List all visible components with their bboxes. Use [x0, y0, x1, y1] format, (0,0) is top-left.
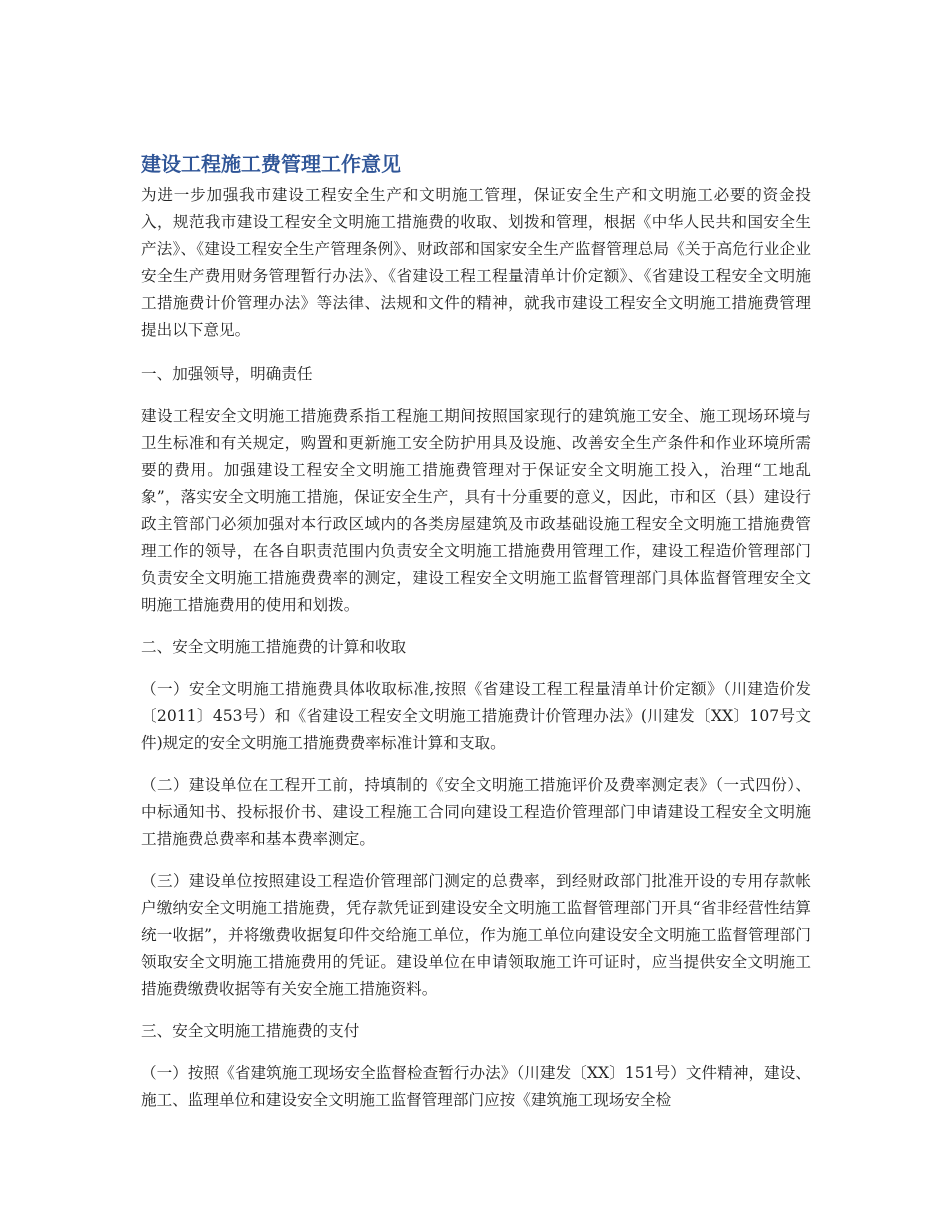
document-page — [141, 150, 811, 1129]
section-3-paragraph-1: （一）按照《省建筑施工现场安全监督检查暂行办法》（川建发〔XX〕151号）文件精神，建设、施工、监理单位和建设安全文明施工监督管理部门应按《建筑施工现场安全检 — [141, 1064, 811, 1109]
section-2-paragraph-3: （三）建设单位按照建设工程造价管理部门测定的总费率，到经财政部门批准开设的专用存款帐户缴纳安全文明施工措施费，凭存款凭证到建设安全文明施工监督管理部门开具“省非经营性结算统一收据”，并将缴费收据复印件交给施工单位，作为施工单位向建设安全文明施工监督管理部门领取安全文明施工措施费用的凭证。建设单位在申请领取施工许可证时，应当提供安全文明施工措施费缴费收据等有关安全施工措施资料。 — [141, 872, 811, 998]
section-2-heading: 二、安全文明施工措施费的计算和收取 — [141, 638, 407, 656]
document-title: 建设工程施工费管理工作意见 — [141, 152, 401, 176]
section-2-paragraph-1: （一）安全文明施工措施费具体收取标准,按照《省建设工程工程量清单计价定额》（川建造价发〔2011〕453号）和《省建设工程安全文明施工措施费计价管理办法》(川建发〔XX〕107号文件)规定的安全文明施工措施费费率标准计算和支取。 — [141, 680, 811, 752]
intro-paragraph: 为进一步加强我市建设工程安全生产和文明施工管理，保证安全生产和文明施工必要的资金投入，规范我市建设工程安全文明施工措施费的收取、划拨和管理，根据《中华人民共和国安全生产法》、《建设工程安全生产管理条例》、财政部和国家安全生产监督管理总局《关于高危行业企业安全生产费用财务管理暂行办法》、《省建设工程工程量清单计价定额》、《省建设工程安全文明施工措施费计价管理办法》等法律、法规和文件的精神，就我市建设工程安全文明施工措施费管理提出以下意见。 — [141, 186, 811, 339]
section-1-paragraph-1: 建设工程安全文明施工措施费系指工程施工期间按照国家现行的建筑施工安全、施工现场环境与卫生标准和有关规定，购置和更新施工安全防护用具及设施、改善安全生产条件和作业环境所需要的费用。加强建设工程安全文明施工措施费管理对于保证安全文明施工投入，治理“工地乱象”，落实安全文明施工措施，保证安全生产，具有十分重要的意义，因此，市和区（县）建设行政主管部门必须加强对本行政区域内的各类房屋建筑及市政基础设施工程安全文明施工措施费管理工作的领导，在各自职责范围内负责安全文明施工措施费用管理工作，建设工程造价管理部门负责安全文明施工措施费费率的测定，建设工程安全文明施工监督管理部门具体监督管理安全文明施工措施费用的使用和划拨。 — [141, 407, 811, 614]
section-3-heading: 三、安全文明施工措施费的支付 — [141, 1022, 360, 1040]
section-2-paragraph-2: （二）建设单位在工程开工前，持填制的《安全文明施工措施评价及费率测定表》（一式四份）、中标通知书、投标报价书、建设工程施工合同向建设工程造价管理部门申请建设工程安全文明施工措施费总费率和基本费率测定。 — [141, 776, 811, 848]
section-1-heading: 一、加强领导，明确责任 — [141, 365, 313, 383]
